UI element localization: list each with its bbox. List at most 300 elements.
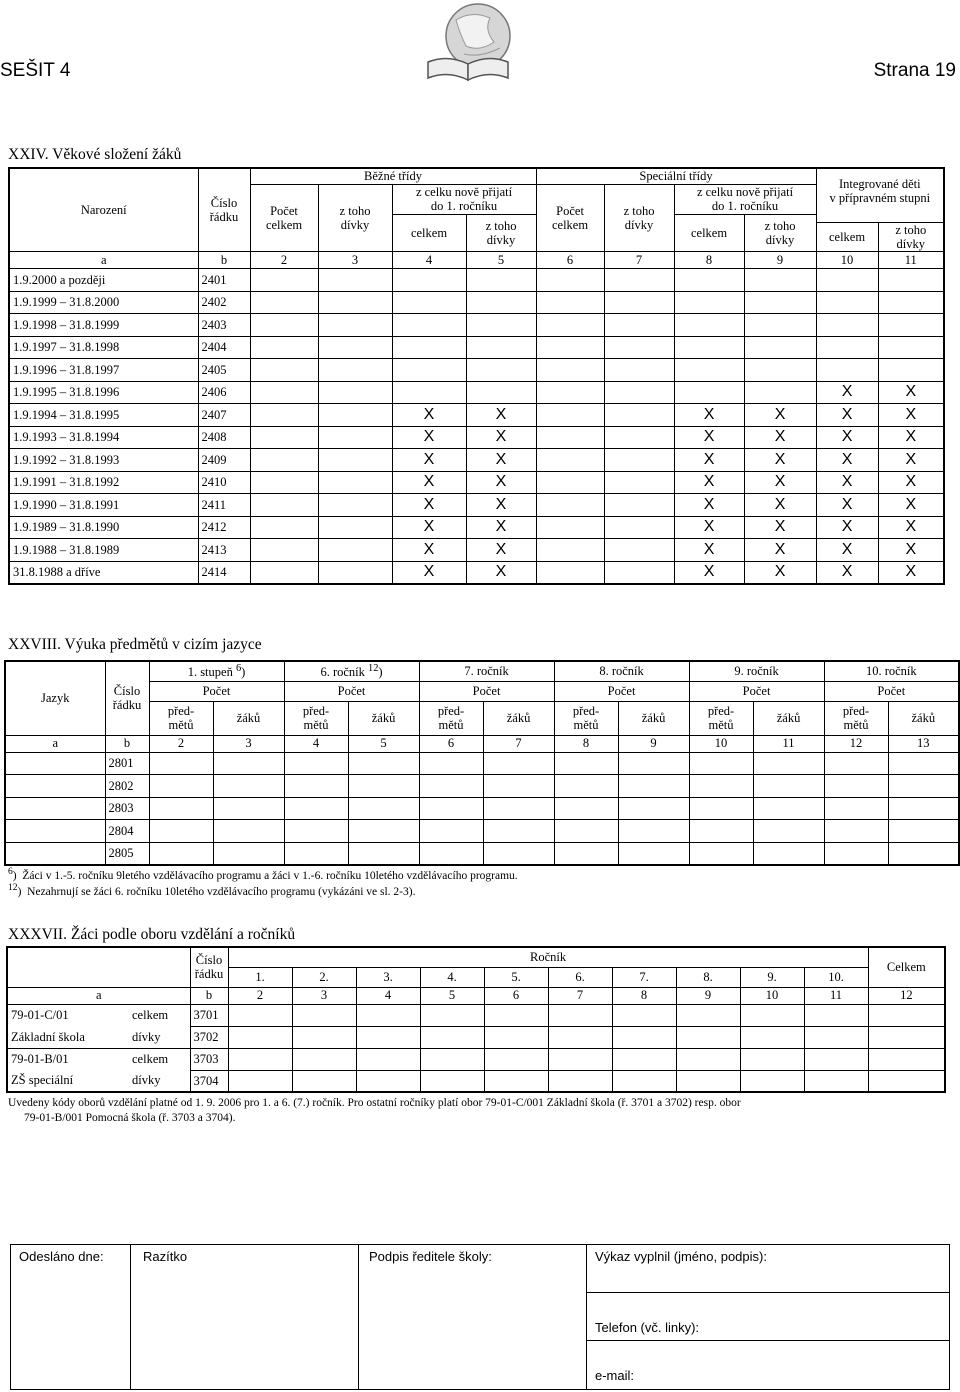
data-cell[interactable] xyxy=(554,775,618,798)
data-cell[interactable] xyxy=(228,1004,292,1026)
data-cell[interactable] xyxy=(689,752,753,775)
data-cell[interactable] xyxy=(250,449,318,472)
data-cell[interactable] xyxy=(612,1026,676,1048)
data-cell[interactable] xyxy=(228,1070,292,1092)
data-cell[interactable] xyxy=(868,1026,945,1048)
data-cell[interactable] xyxy=(674,381,744,404)
excluded-cell-mark: X xyxy=(466,494,536,517)
data-cell[interactable] xyxy=(284,820,348,843)
header-zaku: žáků xyxy=(348,701,419,735)
excluded-cell-mark: X xyxy=(816,404,878,427)
data-cell[interactable] xyxy=(878,291,944,314)
data-cell[interactable] xyxy=(536,336,604,359)
header-cislo-radku: Číslo řádku xyxy=(105,661,149,735)
data-cell[interactable] xyxy=(676,1026,740,1048)
data-cell[interactable] xyxy=(250,404,318,427)
table-row xyxy=(7,1026,945,1048)
excluded-cell-mark: X xyxy=(392,426,466,449)
data-cell[interactable] xyxy=(356,1048,420,1070)
excluded-cell-mark: X xyxy=(674,539,744,562)
data-cell[interactable] xyxy=(228,1026,292,1048)
data-cell[interactable] xyxy=(674,291,744,314)
data-cell[interactable] xyxy=(824,842,888,865)
data-cell[interactable] xyxy=(536,269,604,292)
data-cell[interactable] xyxy=(536,291,604,314)
excluded-cell-mark: X xyxy=(674,516,744,539)
row-code: 2411 xyxy=(198,494,250,517)
data-cell[interactable] xyxy=(548,1070,612,1092)
data-cell[interactable] xyxy=(740,1004,804,1026)
page-header-left: SEŠIT 4 xyxy=(0,60,71,81)
data-cell[interactable] xyxy=(250,539,318,562)
header-ztoho-divky: z toho dívky xyxy=(604,184,674,252)
data-cell[interactable] xyxy=(348,842,419,865)
excluded-cell-mark: X xyxy=(466,404,536,427)
language-cell[interactable] xyxy=(5,797,105,820)
excluded-cell-mark: X xyxy=(674,404,744,427)
excluded-cell-mark: X xyxy=(744,471,816,494)
data-cell[interactable] xyxy=(676,1048,740,1070)
email-field[interactable]: e-mail: xyxy=(595,1368,635,1383)
header-rocnik-9: 9. ročník xyxy=(689,661,824,681)
column-code: 2 xyxy=(228,987,292,1004)
data-cell[interactable] xyxy=(250,359,318,382)
principal-signature-field[interactable]: Podpis ředitele školy: xyxy=(359,1245,587,1389)
data-cell[interactable] xyxy=(250,269,318,292)
data-cell[interactable] xyxy=(484,1048,548,1070)
data-cell[interactable] xyxy=(878,314,944,337)
data-cell[interactable] xyxy=(466,336,536,359)
data-cell[interactable] xyxy=(878,336,944,359)
data-cell[interactable] xyxy=(419,820,483,843)
data-cell[interactable] xyxy=(318,314,392,337)
data-cell[interactable] xyxy=(824,820,888,843)
data-cell[interactable] xyxy=(548,1026,612,1048)
data-cell[interactable] xyxy=(466,269,536,292)
data-cell[interactable] xyxy=(419,797,483,820)
header-rocnik: Ročník xyxy=(228,947,868,967)
data-cell[interactable] xyxy=(618,820,689,843)
data-cell[interactable] xyxy=(878,269,944,292)
data-cell[interactable] xyxy=(250,314,318,337)
data-cell[interactable] xyxy=(604,471,674,494)
data-cell[interactable] xyxy=(536,449,604,472)
data-cell[interactable] xyxy=(318,381,392,404)
data-cell[interactable] xyxy=(740,1026,804,1048)
data-cell[interactable] xyxy=(149,752,213,775)
data-cell[interactable] xyxy=(392,269,466,292)
row-label: 31.8.1988 a dříve xyxy=(9,561,198,584)
data-cell[interactable] xyxy=(548,1048,612,1070)
data-cell[interactable] xyxy=(466,359,536,382)
data-cell[interactable] xyxy=(674,269,744,292)
globe-book-icon xyxy=(420,0,520,86)
data-cell[interactable] xyxy=(250,516,318,539)
data-cell[interactable] xyxy=(604,336,674,359)
data-cell[interactable] xyxy=(318,404,392,427)
data-cell[interactable] xyxy=(420,1004,484,1026)
data-cell[interactable] xyxy=(292,1070,356,1092)
column-code: 10 xyxy=(816,252,878,269)
table-row xyxy=(9,426,944,449)
data-cell[interactable] xyxy=(604,426,674,449)
header-nove-prijati: z celku nově přijatí do 1. ročníku xyxy=(392,184,536,214)
data-cell[interactable] xyxy=(213,797,284,820)
table-row xyxy=(9,381,944,404)
data-cell[interactable] xyxy=(604,359,674,382)
data-cell[interactable] xyxy=(689,842,753,865)
row-type-label: dívky xyxy=(129,1070,190,1092)
data-cell[interactable] xyxy=(604,381,674,404)
data-cell[interactable] xyxy=(392,359,466,382)
phone-field[interactable]: Telefon (vč. linky): xyxy=(587,1293,949,1341)
data-cell[interactable] xyxy=(604,561,674,584)
data-cell[interactable] xyxy=(612,1070,676,1092)
data-cell[interactable] xyxy=(536,426,604,449)
column-code: 4 xyxy=(284,735,348,752)
data-cell[interactable] xyxy=(674,336,744,359)
data-cell[interactable] xyxy=(483,752,554,775)
data-cell[interactable] xyxy=(740,1048,804,1070)
data-cell[interactable] xyxy=(816,336,878,359)
row-code: 2405 xyxy=(198,359,250,382)
column-code: a xyxy=(5,735,105,752)
data-cell[interactable] xyxy=(318,426,392,449)
row-type-label: celkem xyxy=(129,1004,190,1026)
data-cell[interactable] xyxy=(744,336,816,359)
data-cell[interactable] xyxy=(419,752,483,775)
excluded-cell-mark: X xyxy=(878,494,944,517)
language-cell[interactable] xyxy=(5,752,105,775)
data-cell[interactable] xyxy=(888,820,959,843)
data-cell[interactable] xyxy=(420,1048,484,1070)
data-cell[interactable] xyxy=(318,291,392,314)
data-cell[interactable] xyxy=(536,494,604,517)
data-cell[interactable] xyxy=(149,820,213,843)
data-cell[interactable] xyxy=(689,820,753,843)
data-cell[interactable] xyxy=(536,381,604,404)
data-cell[interactable] xyxy=(753,797,824,820)
header-celkem: celkem xyxy=(816,222,878,252)
excluded-cell-mark: X xyxy=(466,471,536,494)
data-cell[interactable] xyxy=(618,775,689,798)
column-code: 8 xyxy=(674,252,744,269)
data-cell[interactable] xyxy=(318,449,392,472)
data-cell[interactable] xyxy=(554,797,618,820)
data-cell[interactable] xyxy=(604,494,674,517)
data-cell[interactable] xyxy=(250,561,318,584)
column-codes-row xyxy=(7,987,945,1004)
table-row xyxy=(5,820,959,843)
data-cell[interactable] xyxy=(318,561,392,584)
data-cell[interactable] xyxy=(824,752,888,775)
data-cell[interactable] xyxy=(676,1004,740,1026)
data-cell[interactable] xyxy=(250,336,318,359)
table-row xyxy=(9,404,944,427)
data-cell[interactable] xyxy=(250,494,318,517)
header-integrovane: Integrované děti v přípravném stupni xyxy=(816,168,944,222)
table-row xyxy=(9,359,944,382)
data-cell[interactable] xyxy=(466,381,536,404)
data-cell[interactable] xyxy=(213,752,284,775)
data-cell[interactable] xyxy=(484,1026,548,1048)
data-cell[interactable] xyxy=(250,426,318,449)
data-cell[interactable] xyxy=(250,381,318,404)
excluded-cell-mark: X xyxy=(744,404,816,427)
data-cell[interactable] xyxy=(604,404,674,427)
data-cell[interactable] xyxy=(483,820,554,843)
data-cell[interactable] xyxy=(753,820,824,843)
data-cell[interactable] xyxy=(213,775,284,798)
row-label: 1.9.1999 – 31.8.2000 xyxy=(9,291,198,314)
filled-by-field[interactable]: Výkaz vyplnil (jméno, podpis): xyxy=(587,1245,949,1293)
data-cell[interactable] xyxy=(149,797,213,820)
data-cell[interactable] xyxy=(348,775,419,798)
data-cell[interactable] xyxy=(483,797,554,820)
data-cell[interactable] xyxy=(618,752,689,775)
column-code: 6 xyxy=(536,252,604,269)
data-cell[interactable] xyxy=(536,561,604,584)
data-cell[interactable] xyxy=(753,775,824,798)
data-cell[interactable] xyxy=(744,359,816,382)
header-predmetu: před- mětů xyxy=(824,701,888,735)
column-code: 12 xyxy=(824,735,888,752)
language-cell[interactable] xyxy=(5,820,105,843)
excluded-cell-mark: X xyxy=(466,449,536,472)
data-cell[interactable] xyxy=(250,471,318,494)
program-label: 79-01-C/01 xyxy=(7,1004,129,1026)
header-jazyk: Jazyk xyxy=(5,661,105,735)
data-cell[interactable] xyxy=(612,1004,676,1026)
data-cell[interactable] xyxy=(868,1048,945,1070)
data-cell[interactable] xyxy=(356,1026,420,1048)
header-pocet: Počet xyxy=(419,681,554,701)
data-cell[interactable] xyxy=(536,314,604,337)
data-cell[interactable] xyxy=(868,1004,945,1026)
data-cell[interactable] xyxy=(753,842,824,865)
column-code: 7 xyxy=(604,252,674,269)
data-cell[interactable] xyxy=(804,1048,868,1070)
data-cell[interactable] xyxy=(356,1004,420,1026)
column-code: 9 xyxy=(744,252,816,269)
data-cell[interactable] xyxy=(554,752,618,775)
data-cell[interactable] xyxy=(348,797,419,820)
data-cell[interactable] xyxy=(292,1004,356,1026)
excluded-cell-mark: X xyxy=(392,561,466,584)
excluded-cell-mark: X xyxy=(744,539,816,562)
year-header: 5. xyxy=(484,967,548,987)
data-cell[interactable] xyxy=(292,1026,356,1048)
data-cell[interactable] xyxy=(816,314,878,337)
data-cell[interactable] xyxy=(149,775,213,798)
header-zaku: žáků xyxy=(618,701,689,735)
signature-box xyxy=(10,1244,950,1390)
year-header: 8. xyxy=(676,967,740,987)
table-row xyxy=(9,561,944,584)
data-cell[interactable] xyxy=(554,820,618,843)
data-cell[interactable] xyxy=(753,752,824,775)
data-cell[interactable] xyxy=(536,516,604,539)
data-cell[interactable] xyxy=(816,359,878,382)
column-code: 8 xyxy=(554,735,618,752)
data-cell[interactable] xyxy=(419,775,483,798)
data-cell[interactable] xyxy=(149,842,213,865)
year-header: 6. xyxy=(548,967,612,987)
excluded-cell-mark: X xyxy=(674,561,744,584)
data-cell[interactable] xyxy=(744,381,816,404)
sent-date-field[interactable]: Odesláno dne: xyxy=(11,1245,131,1389)
header-pocet-celkem: Počet celkem xyxy=(536,184,604,252)
data-cell[interactable] xyxy=(228,1048,292,1070)
data-cell[interactable] xyxy=(284,775,348,798)
data-cell[interactable] xyxy=(419,842,483,865)
excluded-cell-mark: X xyxy=(878,426,944,449)
header-pocet: Počet xyxy=(149,681,284,701)
data-cell[interactable] xyxy=(804,1004,868,1026)
excluded-cell-mark: X xyxy=(878,561,944,584)
data-cell[interactable] xyxy=(604,269,674,292)
data-cell[interactable] xyxy=(484,1004,548,1026)
data-cell[interactable] xyxy=(213,820,284,843)
data-cell[interactable] xyxy=(604,516,674,539)
data-cell[interactable] xyxy=(888,752,959,775)
row-code: 3703 xyxy=(190,1048,228,1070)
data-cell[interactable] xyxy=(612,1048,676,1070)
data-cell[interactable] xyxy=(318,494,392,517)
data-cell[interactable] xyxy=(284,752,348,775)
data-cell[interactable] xyxy=(420,1070,484,1092)
data-cell[interactable] xyxy=(676,1070,740,1092)
column-code: 9 xyxy=(676,987,740,1004)
data-cell[interactable] xyxy=(318,336,392,359)
data-cell[interactable] xyxy=(213,842,284,865)
data-cell[interactable] xyxy=(604,291,674,314)
data-cell[interactable] xyxy=(744,291,816,314)
year-header: 10. xyxy=(804,967,868,987)
header-rocnik-7: 7. ročník xyxy=(419,661,554,681)
data-cell[interactable] xyxy=(674,314,744,337)
data-cell[interactable] xyxy=(392,381,466,404)
data-cell[interactable] xyxy=(816,269,878,292)
data-cell[interactable] xyxy=(356,1070,420,1092)
data-cell[interactable] xyxy=(536,404,604,427)
table-row xyxy=(9,516,944,539)
data-cell[interactable] xyxy=(348,820,419,843)
data-cell[interactable] xyxy=(548,1004,612,1026)
data-cell[interactable] xyxy=(888,775,959,798)
header-predmetu: před- mětů xyxy=(689,701,753,735)
data-cell[interactable] xyxy=(604,314,674,337)
data-cell[interactable] xyxy=(674,359,744,382)
data-cell[interactable] xyxy=(536,539,604,562)
data-cell[interactable] xyxy=(824,775,888,798)
excluded-cell-mark: X xyxy=(878,516,944,539)
row-code: 2407 xyxy=(198,404,250,427)
data-cell[interactable] xyxy=(618,842,689,865)
data-cell[interactable] xyxy=(292,1048,356,1070)
data-cell[interactable] xyxy=(392,291,466,314)
data-cell[interactable] xyxy=(618,797,689,820)
data-cell[interactable] xyxy=(888,797,959,820)
data-cell[interactable] xyxy=(483,842,554,865)
data-cell[interactable] xyxy=(536,359,604,382)
data-cell[interactable] xyxy=(483,775,554,798)
row-label: 1.9.1992 – 31.8.1993 xyxy=(9,449,198,472)
data-cell[interactable] xyxy=(878,359,944,382)
section-title-xxxvii: XXXVII. Žáci podle oboru vzdělání a ročníků xyxy=(8,926,296,943)
data-cell[interactable] xyxy=(318,539,392,562)
excluded-cell-mark: X xyxy=(878,404,944,427)
data-cell[interactable] xyxy=(888,842,959,865)
data-cell[interactable] xyxy=(816,291,878,314)
header-predmetu: před- mětů xyxy=(284,701,348,735)
data-cell[interactable] xyxy=(466,314,536,337)
data-cell[interactable] xyxy=(284,797,348,820)
data-cell[interactable] xyxy=(744,269,816,292)
data-cell[interactable] xyxy=(804,1026,868,1048)
row-label: 1.9.1989 – 31.8.1990 xyxy=(9,516,198,539)
data-cell[interactable] xyxy=(392,314,466,337)
data-cell[interactable] xyxy=(284,842,348,865)
data-cell[interactable] xyxy=(824,797,888,820)
data-cell[interactable] xyxy=(392,336,466,359)
data-cell[interactable] xyxy=(484,1070,548,1092)
data-cell[interactable] xyxy=(536,471,604,494)
data-cell[interactable] xyxy=(318,359,392,382)
row-type-label: celkem xyxy=(129,1048,190,1070)
data-cell[interactable] xyxy=(318,269,392,292)
data-cell[interactable] xyxy=(604,539,674,562)
column-code: 6 xyxy=(419,735,483,752)
language-cell[interactable] xyxy=(5,842,105,865)
data-cell[interactable] xyxy=(466,291,536,314)
data-cell[interactable] xyxy=(868,1070,945,1092)
data-cell[interactable] xyxy=(689,797,753,820)
language-cell[interactable] xyxy=(5,775,105,798)
section-title-xxiv: XXIV. Věkové složení žáků xyxy=(8,146,182,163)
data-cell[interactable] xyxy=(689,775,753,798)
table-row xyxy=(7,1070,945,1092)
data-cell[interactable] xyxy=(348,752,419,775)
header-zaku: žáků xyxy=(213,701,284,735)
data-cell[interactable] xyxy=(318,516,392,539)
stamp-field[interactable]: Razítko xyxy=(131,1245,359,1389)
data-cell[interactable] xyxy=(744,314,816,337)
table-row xyxy=(7,1048,945,1070)
header-celkem: Celkem xyxy=(868,947,945,987)
data-cell[interactable] xyxy=(420,1026,484,1048)
row-code: 3701 xyxy=(190,1004,228,1026)
row-code: 2403 xyxy=(198,314,250,337)
data-cell[interactable] xyxy=(604,449,674,472)
excluded-cell-mark: X xyxy=(744,494,816,517)
data-cell[interactable] xyxy=(554,842,618,865)
excluded-cell-mark: X xyxy=(816,561,878,584)
data-cell[interactable] xyxy=(318,471,392,494)
header-cislo-radku: Číslo řádku xyxy=(198,168,250,252)
row-label: 1.9.1993 – 31.8.1994 xyxy=(9,426,198,449)
data-cell[interactable] xyxy=(804,1070,868,1092)
header-bezne-tridy: Běžné třídy xyxy=(250,168,536,184)
table-row xyxy=(5,842,959,865)
row-code: 2408 xyxy=(198,426,250,449)
column-code: 11 xyxy=(753,735,824,752)
data-cell[interactable] xyxy=(740,1070,804,1092)
table-row xyxy=(5,752,959,775)
excluded-cell-mark: X xyxy=(816,471,878,494)
data-cell[interactable] xyxy=(250,291,318,314)
row-code: 2414 xyxy=(198,561,250,584)
